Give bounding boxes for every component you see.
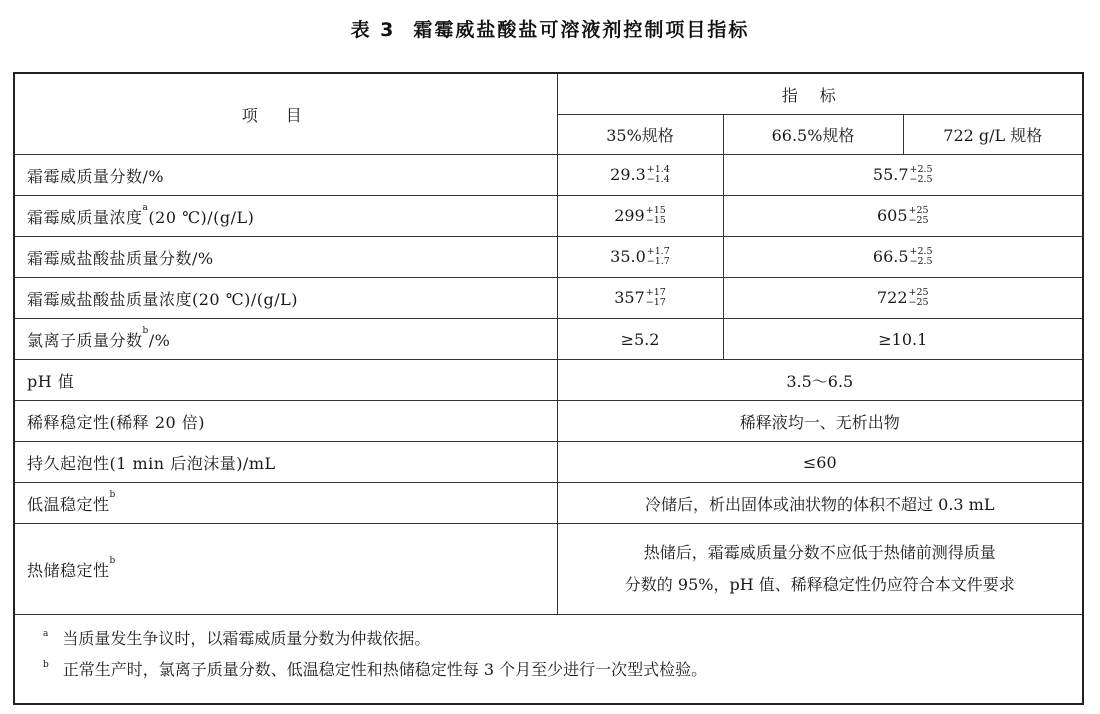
- value-35: [557, 278, 723, 319]
- value-main: 66.5: [872, 246, 909, 266]
- value-all: 稀释液均一、无析出物: [557, 401, 1083, 442]
- row-label: pH 值: [14, 360, 557, 401]
- tolerance-plus: +1.4: [646, 164, 670, 176]
- tolerance: [910, 247, 933, 267]
- row-label: [14, 483, 557, 524]
- footnotes: [14, 615, 1083, 705]
- footnote-mark-b: b: [109, 489, 116, 500]
- header-spec-665: 66.5%规格: [723, 115, 903, 155]
- footnote-mark: b: [43, 660, 49, 670]
- footnote-a: [43, 623, 1082, 654]
- tolerance-minus: −1.7: [646, 256, 670, 268]
- value-main: 299: [614, 205, 645, 225]
- table-row: [14, 237, 1083, 278]
- spec-table: [13, 72, 1084, 705]
- row-label-text: 低温稳定性: [27, 494, 110, 514]
- tolerance-minus: −25: [908, 297, 929, 309]
- row-label-unit: /%: [148, 330, 171, 350]
- value-all: 冷储后，析出固体或油状物的体积不超过 0.3 mL: [557, 483, 1083, 524]
- table-row: [14, 524, 1083, 615]
- tolerance: [909, 206, 929, 226]
- value-all: [557, 524, 1083, 615]
- header-item-cell: [14, 73, 557, 155]
- tolerance-minus: −25: [908, 215, 929, 227]
- value-all: ≤60: [557, 442, 1083, 483]
- row-label: [14, 524, 557, 615]
- header-spec-35: 35%规格: [557, 115, 723, 155]
- tolerance-plus: +17: [645, 287, 666, 299]
- header-item: 项目: [241, 105, 330, 125]
- footnote-text: 当质量发生争议时，以霜霉威质量分数为仲裁依据。: [62, 629, 431, 648]
- tolerance-plus: +25: [908, 287, 929, 299]
- row-label: 霜霉威盐酸盐质量分数/%: [14, 237, 557, 278]
- footnote-mark: a: [43, 629, 49, 639]
- table-row: [14, 483, 1083, 524]
- value-665-722: [723, 155, 1083, 196]
- footnote-mark-b: b: [109, 555, 116, 566]
- tolerance: [910, 165, 933, 185]
- value-main: 35.0: [610, 246, 646, 266]
- value-main: 55.7: [872, 164, 909, 184]
- header-index: 指标: [781, 85, 858, 105]
- tolerance-minus: −1.4: [646, 174, 670, 186]
- table-row: [14, 278, 1083, 319]
- tolerance: [646, 288, 666, 308]
- tolerance-minus: −15: [645, 215, 666, 227]
- table-caption: [0, 15, 1100, 42]
- value-main: 357: [614, 287, 645, 307]
- tolerance: [909, 288, 929, 308]
- row-label: [14, 319, 557, 360]
- tolerance: [647, 165, 670, 185]
- value-main: 605: [876, 205, 908, 225]
- tolerance-plus: +1.7: [646, 246, 670, 258]
- value-main: 29.3: [610, 164, 646, 184]
- tolerance-minus: −2.5: [909, 174, 933, 186]
- value-35: ≥5.2: [557, 319, 723, 360]
- tolerance-plus: +25: [908, 205, 929, 217]
- table-row: [14, 360, 1083, 401]
- footnote-mark-a: a: [142, 202, 149, 213]
- tolerance-plus: +15: [645, 205, 666, 217]
- table-row: [14, 196, 1083, 237]
- notes-row: [14, 615, 1083, 705]
- value-665-722: [723, 278, 1083, 319]
- row-label: 稀释稳定性(稀释 20 倍): [14, 401, 557, 442]
- value-line: 热储后，霜霉威质量分数不应低于热储前测得质量: [643, 543, 996, 562]
- header-index-cell: [557, 73, 1083, 115]
- table-row: [14, 401, 1083, 442]
- value-665-722: [723, 196, 1083, 237]
- table-row: [14, 442, 1083, 483]
- row-label-text: 氯离子质量分数: [27, 330, 143, 350]
- row-label-text: 霜霉威质量浓度: [27, 207, 143, 227]
- header-row: [14, 73, 1083, 115]
- tolerance-plus: +2.5: [909, 164, 933, 176]
- row-label: [14, 196, 557, 237]
- header-spec-722: 722 g/L 规格: [903, 115, 1083, 155]
- table-row: [14, 319, 1083, 360]
- tolerance-plus: +2.5: [909, 246, 933, 258]
- value-35: [557, 196, 723, 237]
- value-35: [557, 237, 723, 278]
- value-665-722: ≥10.1: [723, 319, 1083, 360]
- value-main: 722: [876, 287, 908, 307]
- table-row: [14, 155, 1083, 196]
- value-35: [557, 155, 723, 196]
- footnote-mark-b: b: [142, 325, 149, 336]
- table-title: 霜霉威盐酸盐可溶液剂控制项目指标: [413, 19, 750, 41]
- footnote-text: 正常生产时，氯离子质量分数、低温稳定性和热储稳定性每 3 个月至少进行一次型式检验。: [62, 660, 708, 679]
- value-all: 3.5～6.5: [557, 360, 1083, 401]
- tolerance: [646, 206, 666, 226]
- footnote-b: [43, 654, 1082, 685]
- table-number: 表 3: [350, 19, 396, 41]
- row-label-text: 热储稳定性: [27, 560, 110, 580]
- row-label: 霜霉威盐酸盐质量浓度(20 ℃)/(g/L): [14, 278, 557, 319]
- tolerance-minus: −17: [645, 297, 666, 309]
- row-label-unit: (20 ℃)/(g/L): [148, 207, 255, 227]
- value-665-722: [723, 237, 1083, 278]
- tolerance-minus: −2.5: [909, 256, 933, 268]
- value-line: 分数的 95%，pH 值、稀释稳定性仍应符合本文件要求: [624, 575, 1015, 594]
- row-label: 霜霉威质量分数/%: [14, 155, 557, 196]
- tolerance: [647, 247, 670, 267]
- row-label: 持久起泡性(1 min 后泡沫量)/mL: [14, 442, 557, 483]
